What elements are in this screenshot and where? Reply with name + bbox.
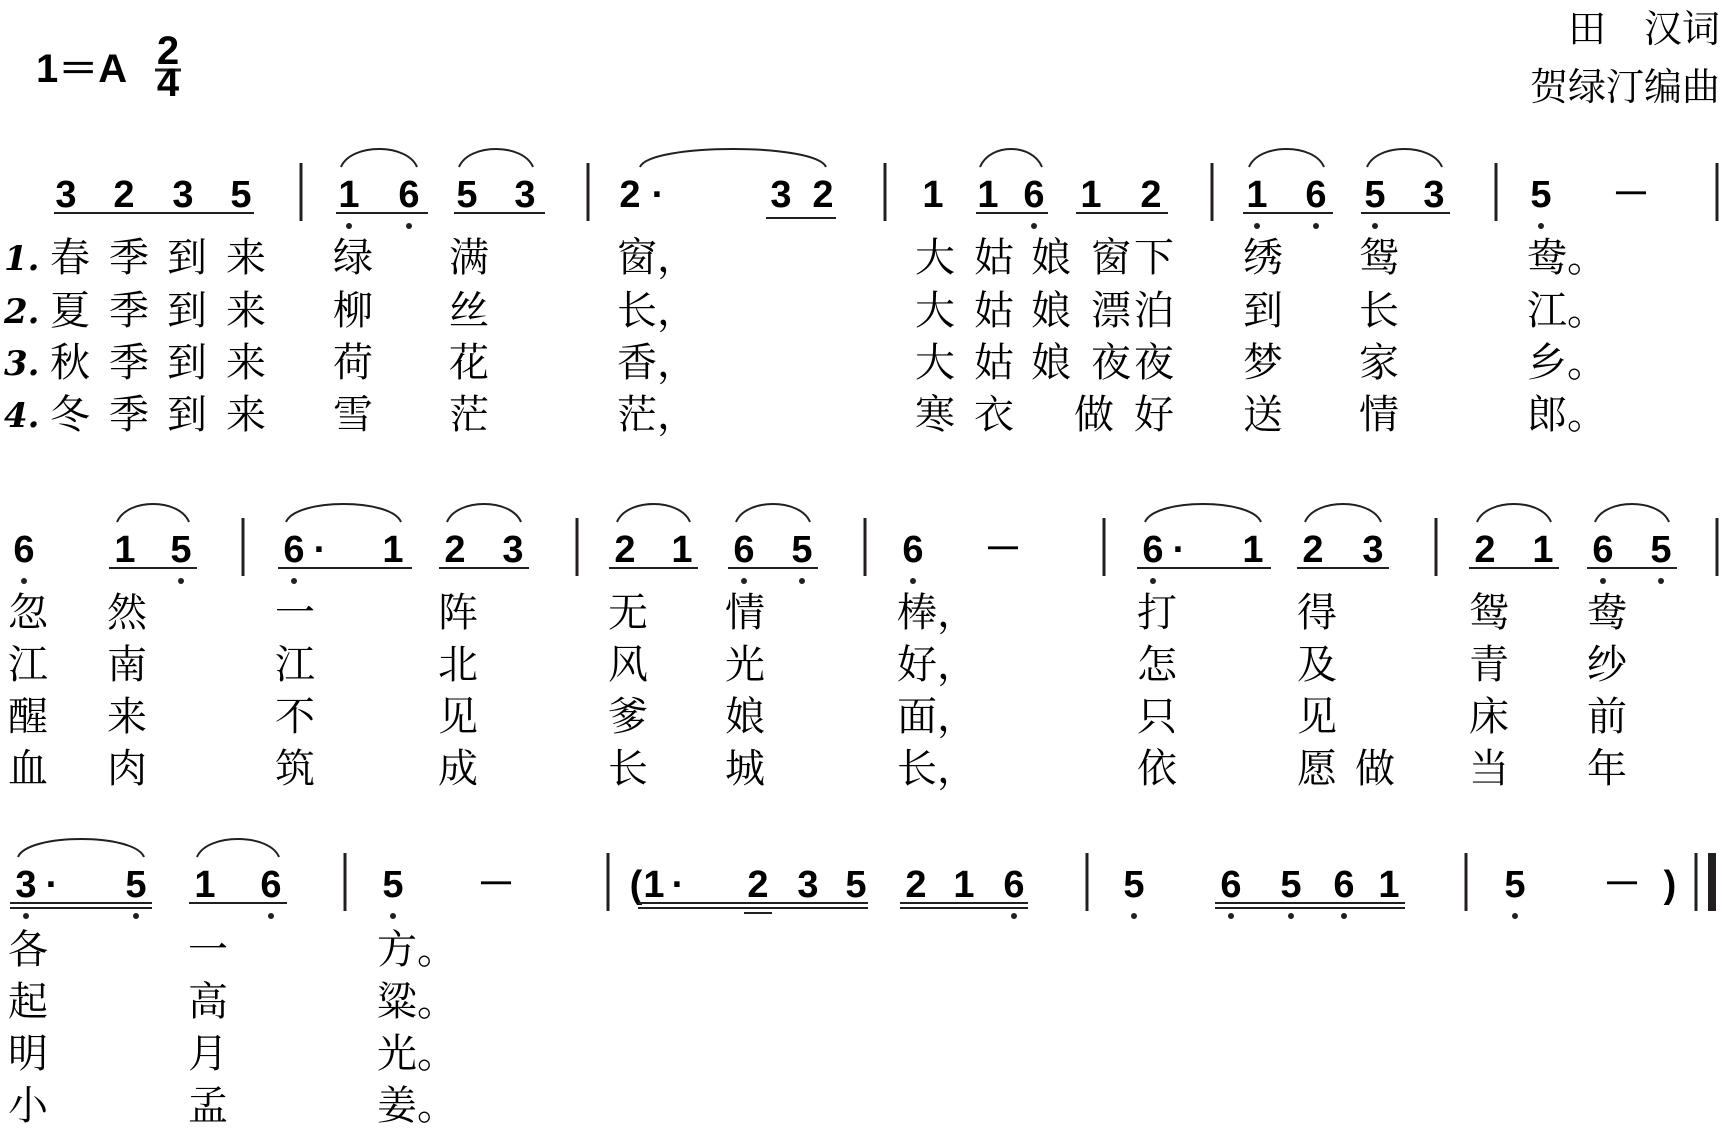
lyric-syllable: 江 — [275, 642, 315, 688]
jianpu-note: 3 — [1362, 529, 1384, 571]
lyric-syllable: 到 — [167, 288, 207, 334]
lyric-row — [8, 746, 1627, 792]
lyric-syllable: 无 — [608, 590, 648, 636]
tie-slur — [459, 149, 533, 167]
tie-slur — [736, 504, 810, 522]
lyric-syllable: 泊 — [1134, 288, 1174, 334]
octave-dot-below — [1131, 913, 1137, 919]
music-system — [8, 504, 1717, 792]
lyric-syllable: 年 — [1587, 746, 1627, 792]
lyric-syllable: 爹 — [608, 694, 648, 740]
lyric-syllable: 见 — [438, 694, 478, 740]
lyric-syllable: 鸯 — [1587, 590, 1627, 636]
composer-credit: 贺绿汀编曲 — [1529, 65, 1720, 109]
jianpu-note: 5 — [1530, 174, 1552, 216]
tie-slur — [341, 149, 417, 167]
music-system — [8, 839, 1716, 1129]
jianpu-note: 5 — [125, 864, 147, 906]
tie-slur — [1145, 504, 1261, 522]
jianpu-note: 6 — [1220, 864, 1242, 906]
lyric-syllable: 来 — [226, 288, 266, 334]
lyric-syllable: 郎。 — [1527, 392, 1607, 438]
lyric-syllable: 筑 — [275, 746, 315, 792]
octave-dot-below — [1372, 223, 1378, 229]
jianpu-note: 1 — [922, 174, 944, 216]
lyric-syllable: 娘 — [725, 694, 765, 740]
octave-dot-below — [1254, 223, 1260, 229]
tie-slur — [640, 149, 826, 167]
music-systems — [8, 149, 1717, 1129]
lyric-syllable: 好 — [1134, 392, 1174, 438]
jianpu-note: 1 — [338, 174, 360, 216]
lyric-syllable: 见 — [1297, 694, 1337, 740]
lyric-syllable: 绿 — [333, 235, 373, 281]
octave-dot-below — [390, 913, 396, 919]
jianpu-note: 1 — [114, 529, 136, 571]
lyric-syllable: 好， — [897, 642, 977, 688]
tie-slur — [617, 504, 690, 522]
lyric-syllable: 姑 — [974, 235, 1014, 281]
lyric-syllable: 长 — [608, 746, 648, 792]
lyric-syllable: 孟 — [188, 1083, 228, 1129]
octave-dot-below — [1011, 913, 1017, 919]
score-header — [36, 7, 1720, 109]
jianpu-note: 1 — [1246, 174, 1268, 216]
lyric-syllable: 娘 — [1031, 235, 1071, 281]
dash-note: － — [983, 529, 1023, 571]
lyric-syllable: 茫 — [449, 392, 489, 438]
jianpu-note: 5 — [382, 864, 404, 906]
octave-dot-below — [1228, 913, 1234, 919]
tie-slur — [197, 839, 279, 857]
lyric-syllable: 姑 — [974, 340, 1014, 386]
lyric-syllable: 梦 — [1243, 340, 1283, 386]
lyric-syllable: 衣 — [974, 392, 1014, 438]
jianpu-note: 6 — [283, 529, 305, 571]
augmentation-dot: · — [671, 864, 685, 906]
lyric-syllable: 做 — [1074, 392, 1114, 438]
lyric-syllable: 季 — [109, 340, 149, 386]
octave-dot-below — [741, 578, 747, 584]
lyric-syllable: 当 — [1469, 746, 1509, 792]
jianpu-note: 1 — [643, 864, 665, 906]
jianpu-note: 1 — [1378, 864, 1400, 906]
lyric-syllable: 棒， — [897, 590, 977, 636]
dash-note: － — [1602, 864, 1642, 906]
lyric-syllable: 然 — [107, 590, 147, 636]
jianpu-note: 5 — [791, 529, 813, 571]
lyric-syllable: 夏 — [50, 288, 90, 334]
lyric-row — [8, 1083, 457, 1129]
jianpu-note: 2 — [812, 174, 834, 216]
lyric-syllable: 及 — [1297, 642, 1337, 688]
jianpu-note: 2 — [905, 864, 927, 906]
lyric-syllable: 长， — [897, 746, 977, 792]
tie-slur — [1367, 149, 1442, 167]
jianpu-note: 2 — [1140, 174, 1162, 216]
lyric-syllable: 荷 — [333, 340, 373, 386]
jianpu-note: 3 — [514, 174, 536, 216]
lyric-syllable: 肉 — [107, 746, 147, 792]
lyric-syllable: 雪 — [333, 392, 373, 438]
lyric-syllable: 江 — [8, 642, 48, 688]
lyric-syllable: 青 — [1469, 642, 1509, 688]
lyric-row — [8, 927, 457, 973]
lyric-syllable: 光。 — [377, 1031, 457, 1077]
jianpu-note: 3 — [797, 864, 819, 906]
time-signature-numerator: 2 — [156, 29, 180, 73]
lyric-syllable: 到 — [167, 340, 207, 386]
octave-dot-below — [346, 223, 352, 229]
jianpu-note: 1 — [953, 864, 975, 906]
octave-dot-below — [133, 913, 139, 919]
octave-dot-below — [268, 913, 274, 919]
lyric-syllable: 家 — [1359, 340, 1399, 386]
lyric-syllable: 丝 — [449, 288, 489, 334]
verse-number: 3. — [4, 344, 40, 384]
lyric-syllable: 漂 — [1091, 288, 1131, 334]
octave-dot-below — [1031, 223, 1037, 229]
jianpu-note: 6 — [13, 529, 35, 571]
verse-number: 2. — [4, 292, 40, 332]
lyric-syllable: 夜 — [1134, 340, 1174, 386]
lyric-syllable: 到 — [1243, 288, 1283, 334]
lyric-syllable: 纱 — [1587, 642, 1627, 688]
jianpu-note: 3 — [172, 174, 194, 216]
lyric-row — [8, 979, 457, 1025]
tie-slur — [980, 149, 1042, 167]
lyric-syllable: 城 — [725, 746, 765, 792]
lyric-syllable: 南 — [107, 642, 147, 688]
lyric-syllable: 成 — [438, 746, 478, 792]
lyric-syllable: 各 — [8, 927, 48, 973]
jianpu-note: 1 — [194, 864, 216, 906]
lyric-syllable: 大 — [915, 340, 955, 386]
lyric-syllable: 一 — [275, 590, 315, 636]
lyric-syllable: 鸳 — [1469, 590, 1509, 636]
lyric-syllable: 花 — [449, 340, 489, 386]
jianpu-note: 6 — [1305, 174, 1327, 216]
octave-dot-below — [291, 578, 297, 584]
jianpu-note: 6 — [1003, 864, 1025, 906]
key-signature: 1＝A — [36, 47, 128, 91]
jianpu-note: 6 — [1592, 529, 1614, 571]
lyric-syllable: 大 — [915, 288, 955, 334]
lyric-syllable: 冬 — [50, 392, 90, 438]
jianpu-note: 6 — [1023, 174, 1045, 216]
tie-slur — [1249, 149, 1324, 167]
jianpu-note: 3 — [55, 174, 77, 216]
jianpu-note: 2 — [614, 529, 636, 571]
jianpu-note: 5 — [1650, 529, 1672, 571]
jianpu-note: 3 — [770, 174, 792, 216]
jianpu-note: 6 — [1142, 529, 1164, 571]
lyric-syllable: 大 — [915, 235, 955, 281]
lyric-syllable: 高 — [188, 979, 228, 1025]
lyric-row — [8, 642, 1629, 688]
jianpu-note: 5 — [1123, 864, 1145, 906]
jianpu-note: 5 — [230, 174, 252, 216]
lyric-syllable: 窗 — [1091, 235, 1131, 281]
jianpu-note: 5 — [1504, 864, 1526, 906]
lyric-syllable: 粱。 — [377, 979, 457, 1025]
lyric-syllable: 江。 — [1527, 288, 1607, 334]
octave-dot-below — [1150, 578, 1156, 584]
lyric-syllable: 愿 — [1297, 746, 1337, 792]
lyric-syllable: 季 — [109, 235, 149, 281]
lyric-syllable: 季 — [109, 288, 149, 334]
jianpu-note: 6 — [260, 864, 282, 906]
lyric-syllable: 长， — [617, 288, 697, 334]
lyric-syllable: 寒 — [915, 392, 955, 438]
lyric-syllable: 春 — [50, 235, 90, 281]
lyric-syllable: 只 — [1137, 694, 1177, 740]
octave-dot-below — [178, 578, 184, 584]
jianpu-note: 3 — [1423, 174, 1445, 216]
lyric-syllable: 血 — [8, 746, 48, 792]
lyric-row — [50, 288, 1607, 334]
lyric-syllable: 床 — [1469, 694, 1509, 740]
jianpu-note: 2 — [619, 174, 641, 216]
jianpu-note: 6 — [902, 529, 924, 571]
time-signature-denominator: 4 — [156, 61, 180, 105]
lyric-syllable: 来 — [226, 340, 266, 386]
lyric-syllable: 阵 — [438, 590, 478, 636]
jianpu-note: 2 — [747, 864, 769, 906]
augmentation-dot: · — [1172, 529, 1186, 571]
octave-dot-below — [1341, 913, 1347, 919]
tie-slur — [117, 504, 189, 522]
tie-slur — [447, 504, 521, 522]
jianpu-note: 6 — [1333, 864, 1355, 906]
tie-slur — [1477, 504, 1551, 522]
lyric-row — [8, 694, 1627, 740]
lyric-syllable: 鸳 — [1359, 235, 1399, 281]
lyric-syllable: 到 — [167, 235, 207, 281]
lyric-syllable: 香， — [617, 340, 697, 386]
tie-slur — [286, 504, 401, 522]
lyric-syllable: 面， — [897, 694, 977, 740]
lyric-syllable: 北 — [438, 642, 478, 688]
octave-dot-below — [21, 578, 27, 584]
lyric-row — [8, 1031, 457, 1077]
lyric-syllable: 光 — [725, 642, 765, 688]
lyric-syllable: 做 — [1355, 746, 1395, 792]
lyric-syllable: 鸯。 — [1527, 235, 1607, 281]
jianpu-note: 5 — [170, 529, 192, 571]
lyric-syllable: 明 — [8, 1031, 48, 1077]
lyric-syllable: 情 — [1359, 392, 1399, 438]
lyric-row — [50, 340, 1607, 386]
jianpu-note: 5 — [1280, 864, 1302, 906]
jianpu-note: 1 — [977, 174, 999, 216]
lyric-syllable: 不 — [275, 694, 315, 740]
tie-slur — [18, 839, 144, 857]
verse-number: 4. — [4, 396, 40, 436]
lyric-syllable: 一 — [188, 927, 228, 973]
lyric-syllable: 来 — [226, 392, 266, 438]
lyric-row — [8, 590, 1627, 636]
augmentation-dot: · — [45, 864, 59, 906]
lyric-syllable: 来 — [107, 694, 147, 740]
lyric-syllable: 娘 — [1031, 340, 1071, 386]
lyric-syllable: 夜 — [1091, 340, 1131, 386]
music-system — [50, 149, 1717, 438]
octave-dot-below — [799, 578, 805, 584]
jianpu-note: 5 — [456, 174, 478, 216]
lyric-syllable: 下 — [1134, 235, 1174, 281]
octave-dot-below — [23, 913, 29, 919]
verse-number: 1. — [4, 239, 40, 279]
lyric-syllable: 小 — [8, 1083, 48, 1129]
lyric-syllable: 得 — [1297, 590, 1337, 636]
verse-numbers — [3, 239, 40, 436]
octave-dot-below — [1313, 223, 1319, 229]
lyric-syllable: 姑 — [974, 288, 1014, 334]
final-bar-thick — [1708, 853, 1716, 911]
lyric-syllable: 绣 — [1243, 235, 1283, 281]
lyricist-credit: 田 汉词 — [1567, 7, 1720, 51]
lyric-syllable: 忽 — [8, 590, 48, 636]
lyric-syllable: 月 — [188, 1031, 228, 1077]
octave-dot-below — [406, 223, 412, 229]
octave-dot-below — [1658, 578, 1664, 584]
lyric-syllable: 长 — [1359, 288, 1399, 334]
lyric-syllable: 秋 — [50, 340, 90, 386]
octave-dot-below — [1512, 913, 1518, 919]
jianpu-note: 2 — [1474, 529, 1496, 571]
jianpu-note: 1 — [1532, 529, 1554, 571]
lyric-syllable: 娘 — [1031, 288, 1071, 334]
octave-dot-below — [910, 578, 916, 584]
lyric-row — [50, 235, 1607, 281]
lyric-syllable: 窗， — [617, 235, 697, 281]
lyric-syllable: 怎 — [1137, 642, 1177, 688]
lyric-syllable: 风 — [608, 642, 648, 688]
jianpu-note: 1 — [1080, 174, 1102, 216]
bracket: ( — [629, 864, 643, 906]
jianpu-note: 3 — [502, 529, 524, 571]
jianpu-note: 1 — [1242, 529, 1264, 571]
lyric-syllable: 姜。 — [377, 1083, 457, 1129]
jianpu-note: 6 — [398, 174, 420, 216]
jianpu-note: 1 — [671, 529, 693, 571]
lyric-syllable: 前 — [1587, 694, 1627, 740]
lyric-row — [50, 392, 1607, 438]
jianpu-note: 5 — [1364, 174, 1386, 216]
octave-dot-below — [1288, 913, 1294, 919]
jianpu-note: 2 — [1302, 529, 1324, 571]
lyric-syllable: 季 — [109, 392, 149, 438]
dash-note: － — [476, 864, 516, 906]
lyric-syllable: 柳 — [333, 288, 373, 334]
jianpu-note: 1 — [382, 529, 404, 571]
lyric-syllable: 方。 — [377, 927, 457, 973]
octave-dot-below — [1600, 578, 1606, 584]
lyric-syllable: 情 — [725, 590, 765, 636]
tie-slur — [1595, 504, 1669, 522]
lyric-syllable: 送 — [1243, 392, 1283, 438]
lyric-syllable: 满 — [449, 235, 489, 281]
lyric-syllable: 打 — [1137, 590, 1177, 636]
lyric-syllable: 起 — [8, 979, 48, 1025]
bracket: ) — [1663, 864, 1677, 906]
augmentation-dot: · — [651, 174, 665, 216]
augmentation-dot: · — [313, 529, 327, 571]
jianpu-note: 3 — [15, 864, 37, 906]
octave-dot-below — [1538, 223, 1544, 229]
lyric-syllable: 来 — [226, 235, 266, 281]
jianpu-note: 6 — [733, 529, 755, 571]
lyric-syllable: 醒 — [8, 694, 48, 740]
jianpu-note: 2 — [444, 529, 466, 571]
lyric-syllable: 乡。 — [1527, 340, 1607, 386]
lyric-syllable: 茫， — [617, 392, 697, 438]
jianpu-note: 2 — [113, 174, 135, 216]
lyric-syllable: 依 — [1137, 746, 1177, 792]
dash-note: － — [1611, 174, 1651, 216]
jianpu-note: 5 — [845, 864, 867, 906]
lyric-syllable: 到 — [167, 392, 207, 438]
tie-slur — [1305, 504, 1381, 522]
